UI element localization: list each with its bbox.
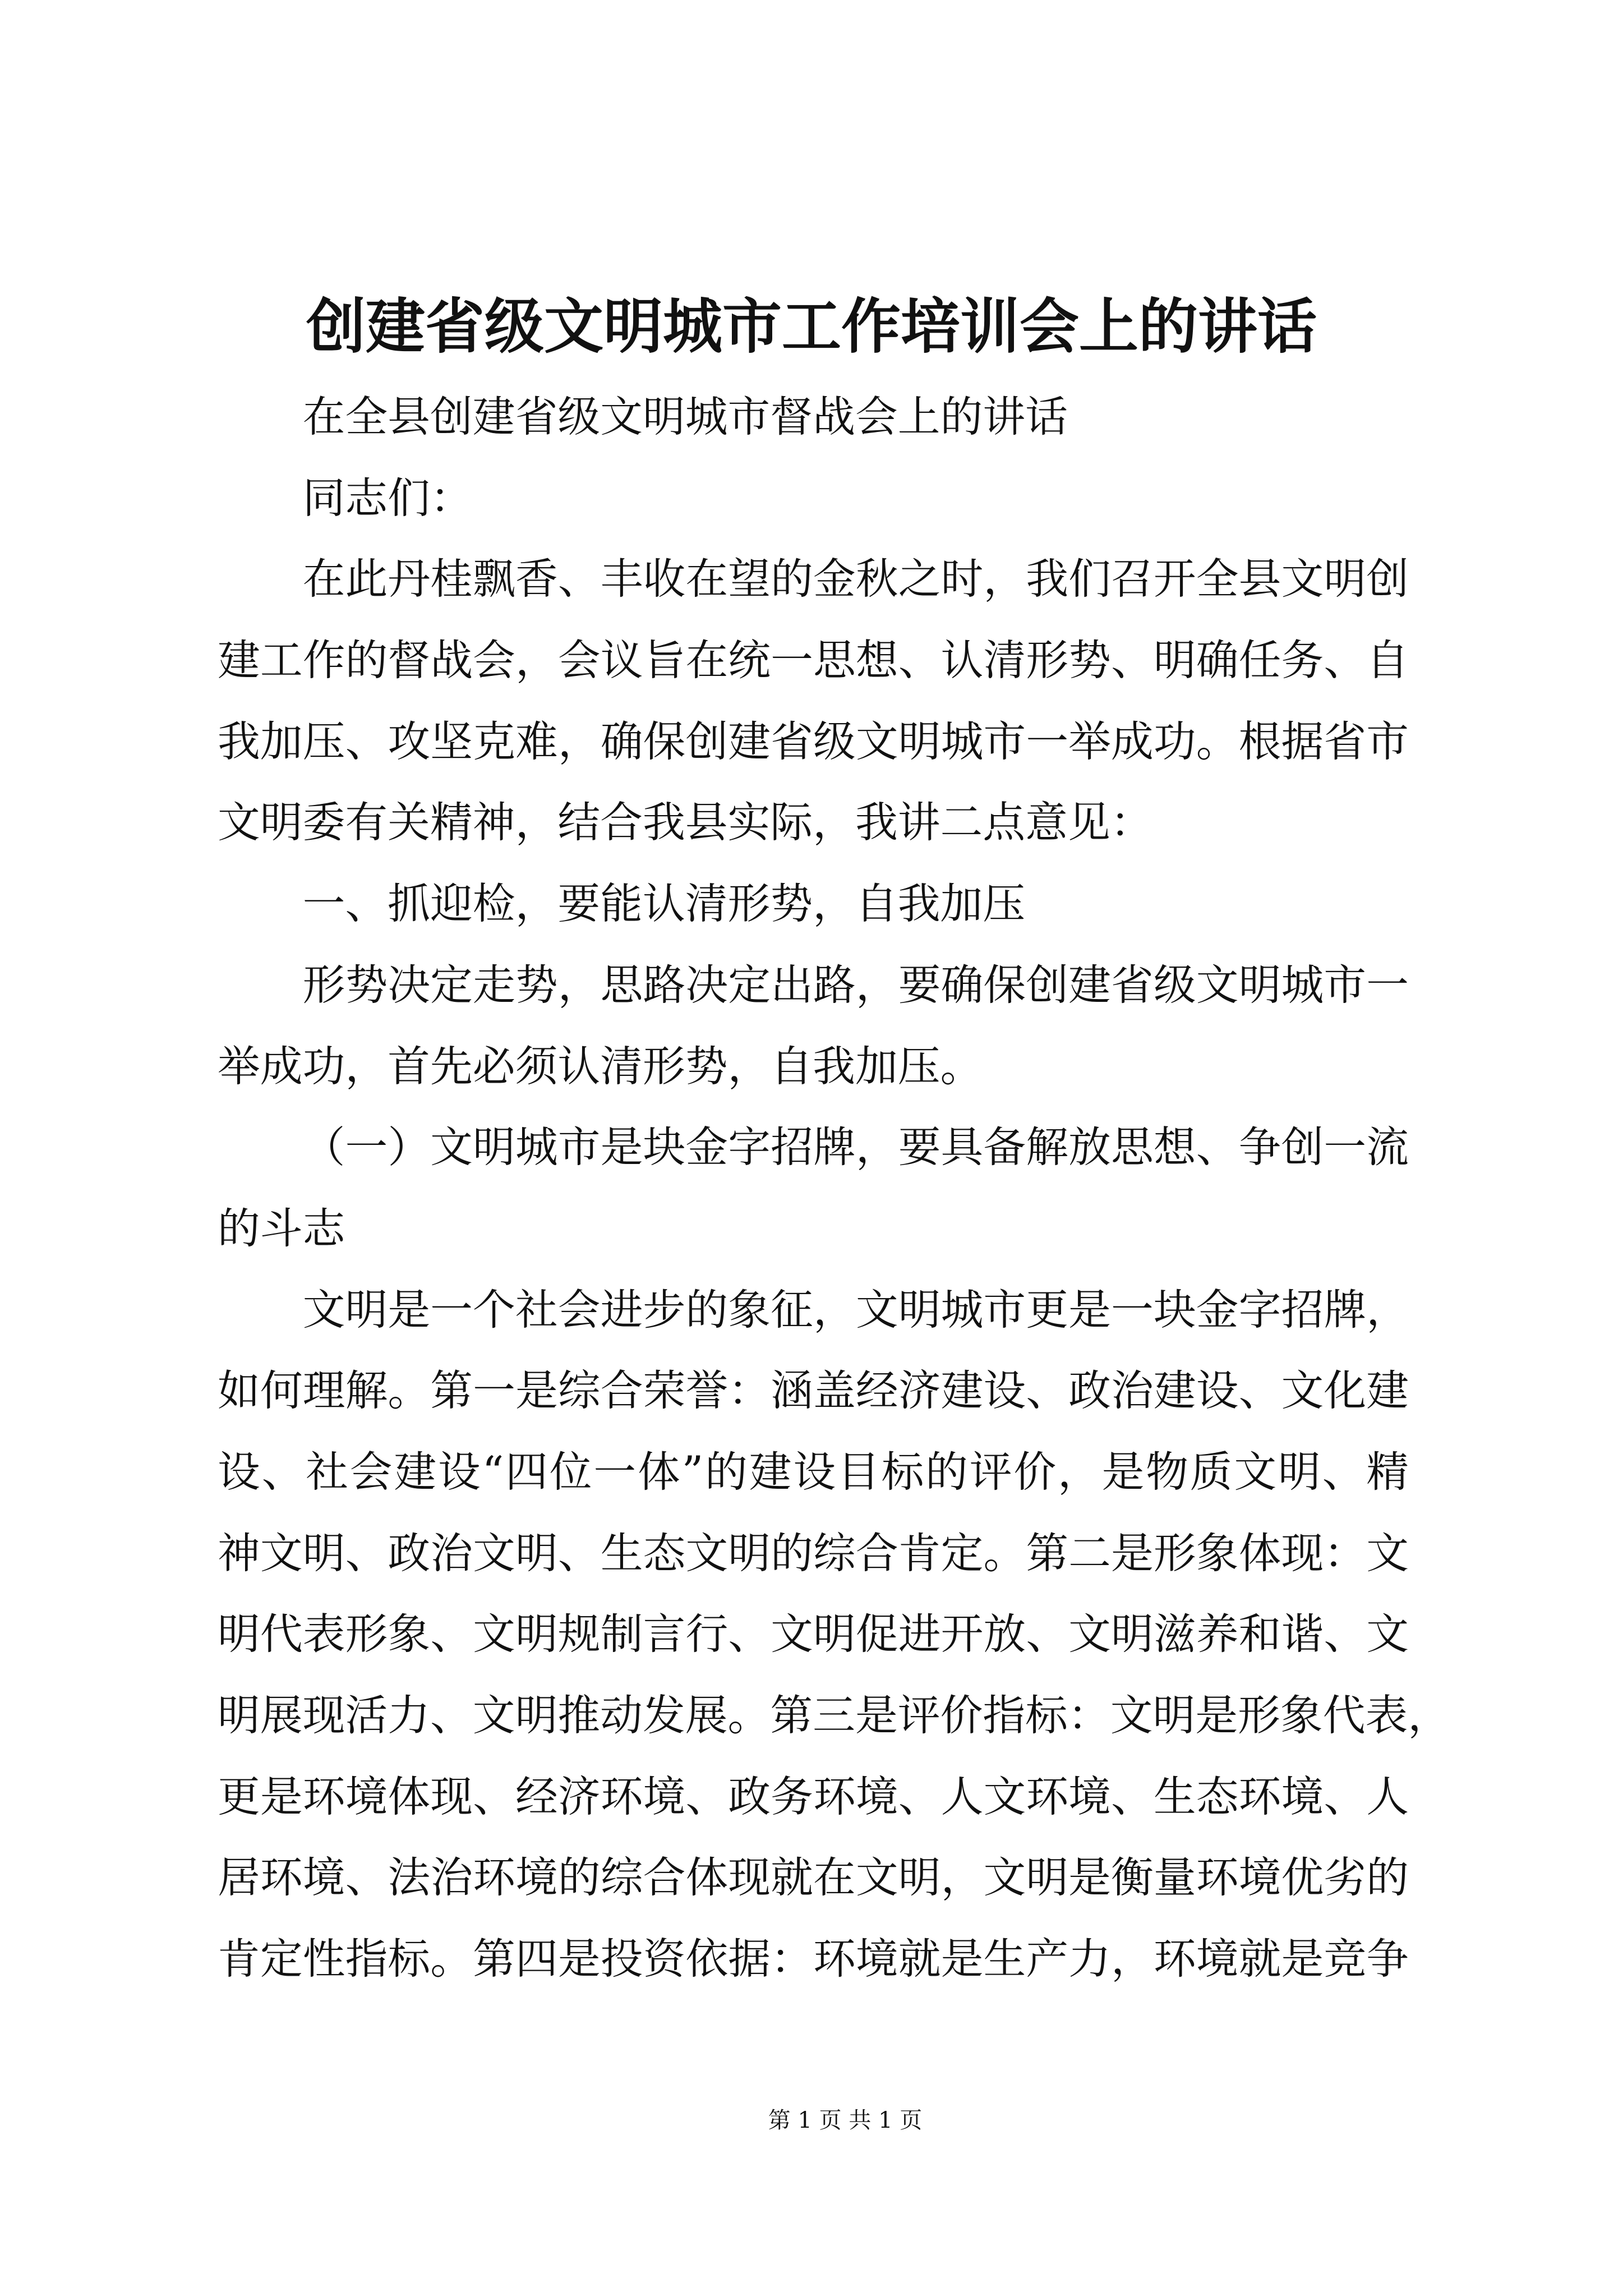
paragraph bbox=[218, 945, 1409, 1107]
paragraph-line: 明代表形象、文明规制言行、文明促进开放、文明滋养和谐、文 bbox=[218, 1609, 1409, 1659]
paragraph-line: 在此丹桂飘香、丰收在望的金秋之时，我们召开全县文明创 bbox=[302, 554, 1409, 604]
paragraph-line: 举成功，首先必须认清形势，自我加压。 bbox=[218, 1041, 983, 1091]
paragraph-line: 在全县创建省级文明城市督战会上的讲话 bbox=[302, 392, 1068, 441]
paragraph bbox=[218, 1269, 1451, 2000]
subsection-heading bbox=[218, 1107, 1409, 1269]
page-footer: 第 1 页 共 1 页 bbox=[768, 2108, 923, 2133]
paragraph-line: 形势决定走势，思路决定出路，要确保创建省级文明城市一 bbox=[302, 960, 1409, 1010]
paragraph-line: 同志们： bbox=[302, 473, 473, 523]
paragraph-line: 一、抓迎检，要能认清形势，自我加压 bbox=[302, 879, 1026, 929]
paragraph-line: 明展现活力、文明推动发展。第三是评价指标：文明是形象代表， bbox=[218, 1691, 1451, 1740]
document-body bbox=[218, 376, 1451, 2000]
paragraph-line: 的斗志 bbox=[218, 1203, 345, 1253]
document-title: 创建省级文明城市工作培训会上的讲话 bbox=[306, 291, 1317, 361]
paragraph-line: 如何理解。第一是综合荣誉：涵盖经济建设、政治建设、文化建 bbox=[218, 1366, 1409, 1416]
paragraph-line: 神文明、政治文明、生态文明的综合肯定。第二是形象体现：文 bbox=[218, 1528, 1409, 1578]
paragraph-line: 文明委有关精神，结合我县实际，我讲二点意见： bbox=[218, 798, 1153, 848]
section-heading bbox=[218, 863, 1409, 945]
paragraph-line: 更是环境体现、经济环境、政务环境、人文环境、生态环境、人 bbox=[218, 1772, 1409, 1821]
paragraph-line: （一）文明城市是块金字招牌，要具备解放思想、争创一流 bbox=[302, 1122, 1409, 1172]
paragraph-line: 文明是一个社会进步的象征，文明城市更是一块金字招牌， bbox=[302, 1285, 1409, 1335]
paragraph-line: 建工作的督战会，会议旨在统一思想、认清形势、明确任务、自 bbox=[218, 636, 1409, 685]
paragraph-line: 我加压、攻坚克难，确保创建省级文明城市一举成功。根据省市 bbox=[218, 716, 1409, 766]
paragraph-line: 居环境、法治环境的综合体现就在文明，文明是衡量环境优劣的 bbox=[218, 1853, 1409, 1903]
paragraph bbox=[218, 539, 1409, 863]
paragraph-line: 设、社会建设“四位一体”的建设目标的评价，是物质文明、精 bbox=[218, 1447, 1409, 1497]
paragraph bbox=[218, 458, 1409, 539]
paragraph bbox=[218, 376, 1409, 458]
paragraph-line: 肯定性指标。第四是投资依据：环境就是生产力，环境就是竞争 bbox=[218, 1934, 1409, 1984]
